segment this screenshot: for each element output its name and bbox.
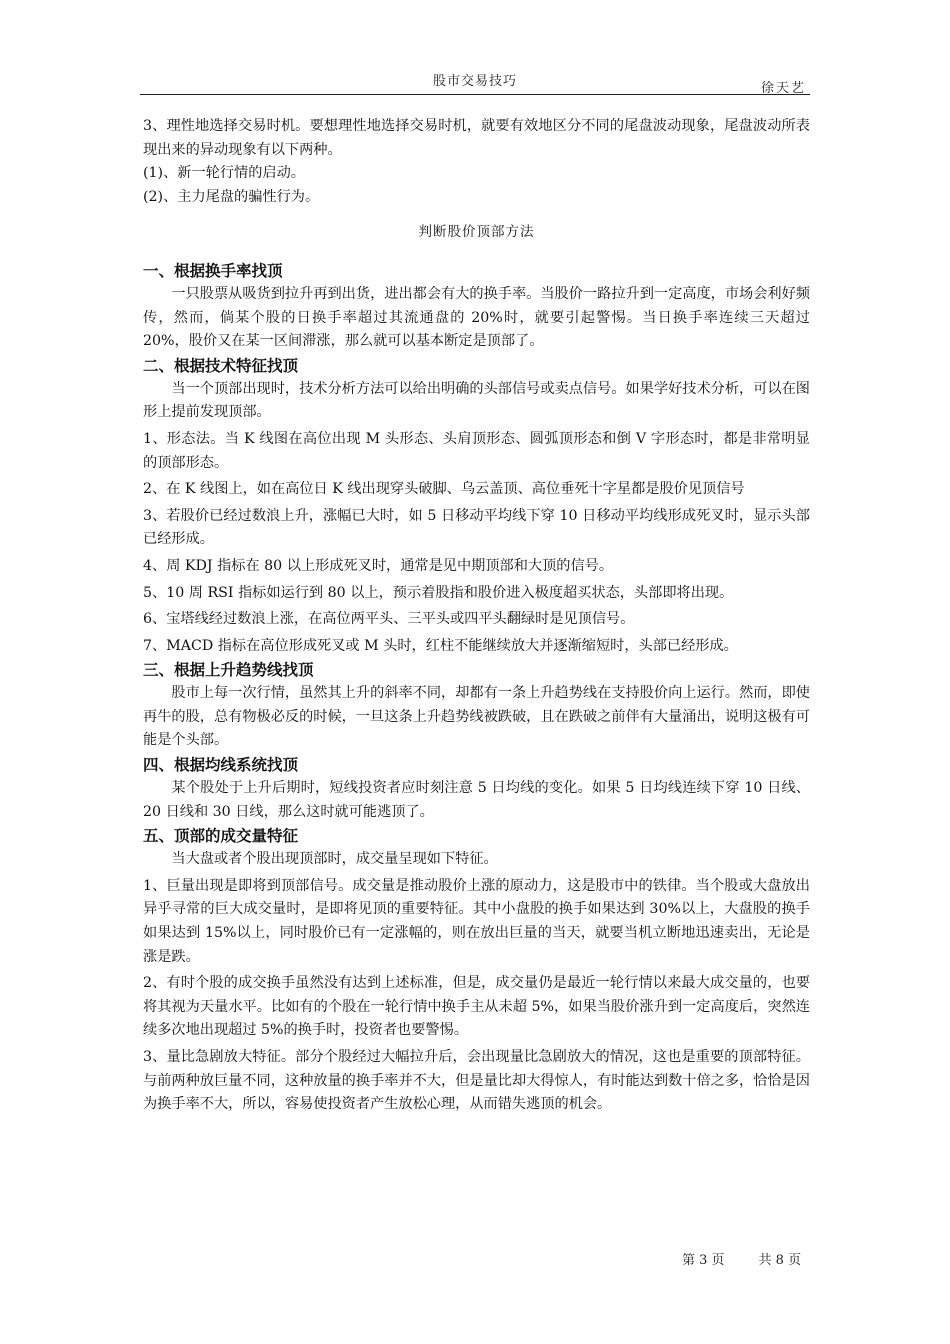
- section-heading: 三、根据上升趋势线找顶: [143, 661, 314, 680]
- list-item: 4、周 KDJ 指标在 80 以上形成死叉时，通常是见中期顶部和大顶的信号。: [143, 557, 614, 574]
- list-item: 1、形态法。当 K 线图在高位出现 M 头形态、头肩顶形态、圆弧顶形态和倒 V 字形态时，都是非常明显的顶部形态。: [143, 430, 810, 471]
- list-item: 2、在 K 线图上，如在高位日 K 线出现穿头破脚、乌云盖顶、高位垂死十字星都是股价见顶信号: [143, 481, 745, 498]
- section-paragraph: 当一个顶部出现时，技术分析方法可以给出明确的头部信号或卖点信号。如果学好技术分析，可以在图形上提前发现顶部。: [143, 380, 810, 421]
- list-item: 6、宝塔线经过数浪上涨，在高位两平头、三平头或四平头翻绿时是见顶信号。: [143, 611, 635, 628]
- list-item: 2、有时个股的成交换手虽然没有达到上述标准，但是，成交量仍是最近一轮行情以来最大成交量的，也要将其视为天量水平。比如有的个股在一轮行情中换手主从未超 5%，如果当股价涨升到一定高度后，突然连续多次地出现超过 5%的换手时，投资者也要警惕。: [143, 975, 810, 1039]
- header-title: 股市交易技巧: [432, 74, 517, 89]
- list-item: 3、若股价已经过数浪上升，涨幅已大时，如 5 日移动平均线下穿 10 日移动平均线形成死叉时，显示头部已经形成。: [143, 507, 810, 548]
- intro-item: (2)、主力尾盘的骗性行为。: [143, 188, 320, 205]
- intro-item: (1)、新一轮行情的启动。: [143, 165, 305, 182]
- section-heading: 一、根据换手率找顶: [143, 261, 283, 280]
- header-author: 徐天艺: [760, 81, 806, 96]
- section-heading: 五、顶部的成交量特征: [143, 827, 299, 846]
- article-title: 判断股价顶部方法: [418, 224, 535, 241]
- page-number: 第 3 页: [682, 1253, 725, 1268]
- section-paragraph: 股市上每一次行情，虽然其上升的斜率不同，却都有一条上升趋势线在支持股价向上运行。然而，即使再牛的股，总有物极必反的时候，一旦这条上升趋势线被跌破，且在跌破之前伴有大量涌出，说明这极有可能是个头部。: [143, 685, 810, 749]
- section-paragraph: 一只股票从吸货到拉升再到出货，进出都会有大的换手率。当股价一路拉升到一定高度，市场会利好频传，然而，倘某个股的日换手率超过其流通盘的 20%时，就要引起警惕。当日换手率连续三天超过 20%，股价又在某一区间滞涨，那么就可以基本断定是顶部了。: [143, 285, 810, 350]
- page-footer: [682, 1249, 801, 1268]
- section-paragraph: 某个股处于上升后期时，短线投资者应时刻注意 5 日均线的变化。如果 5 日均线连续下穿 10 日线、20 日线和 30 日线，那么这时就可能逃顶了。: [143, 780, 810, 820]
- document-body: [143, 115, 810, 1117]
- list-item: 1、巨量出现是即将到顶部信号。成交量是推动股价上涨的原动力，这是股市中的铁律。当个股或大盘放出异乎寻常的巨大成交量时，是即将见顶的重要特征。其中小盘股的换手如果达到 30%以上，大盘股的换手如果达到 15%以上，同时股价已有一定涨幅的，则在放出巨量的当天，就要当机立断地迅速卖出，无论是涨是跌。: [143, 877, 810, 965]
- list-item: 3、量比急剧放大特征。部分个股经过大幅拉升后，会出现量比急剧放大的情况，这也是重要的顶部特征。与前两种放巨量不同，这种放量的换手率并不大，但是量比却大得惊人，有时能达到数十倍之多，恰恰是因为换手率不大，所以，容易使投资者产生放松心理，从而错失逃顶的机会。: [143, 1049, 810, 1113]
- section-heading: 四、根据均线系统找顶: [143, 756, 299, 775]
- list-item: 5、10 周 RSI 指标如运行到 80 以上，预示着股指和股价进入极度超买状态，头部即将出现。: [143, 584, 734, 601]
- section-paragraph: 当大盘或者个股出现顶部时，成交量呈现如下特征。: [171, 851, 498, 868]
- list-item: 7、MACD 指标在高位形成死叉或 M 头时，红柱不能继续放大并逐渐缩短时，头部已经形成。: [143, 637, 738, 654]
- section-heading: 二、根据技术特征找顶: [143, 356, 299, 375]
- page-total: 共 8 页: [758, 1253, 802, 1268]
- page-header: [140, 62, 810, 95]
- intro-paragraph: 3、理性地选择交易时机。要想理性地选择交易时机，就要有效地区分不同的尾盘波动现象，尾盘波动所表现出来的异动现象有以下两种。: [143, 118, 810, 158]
